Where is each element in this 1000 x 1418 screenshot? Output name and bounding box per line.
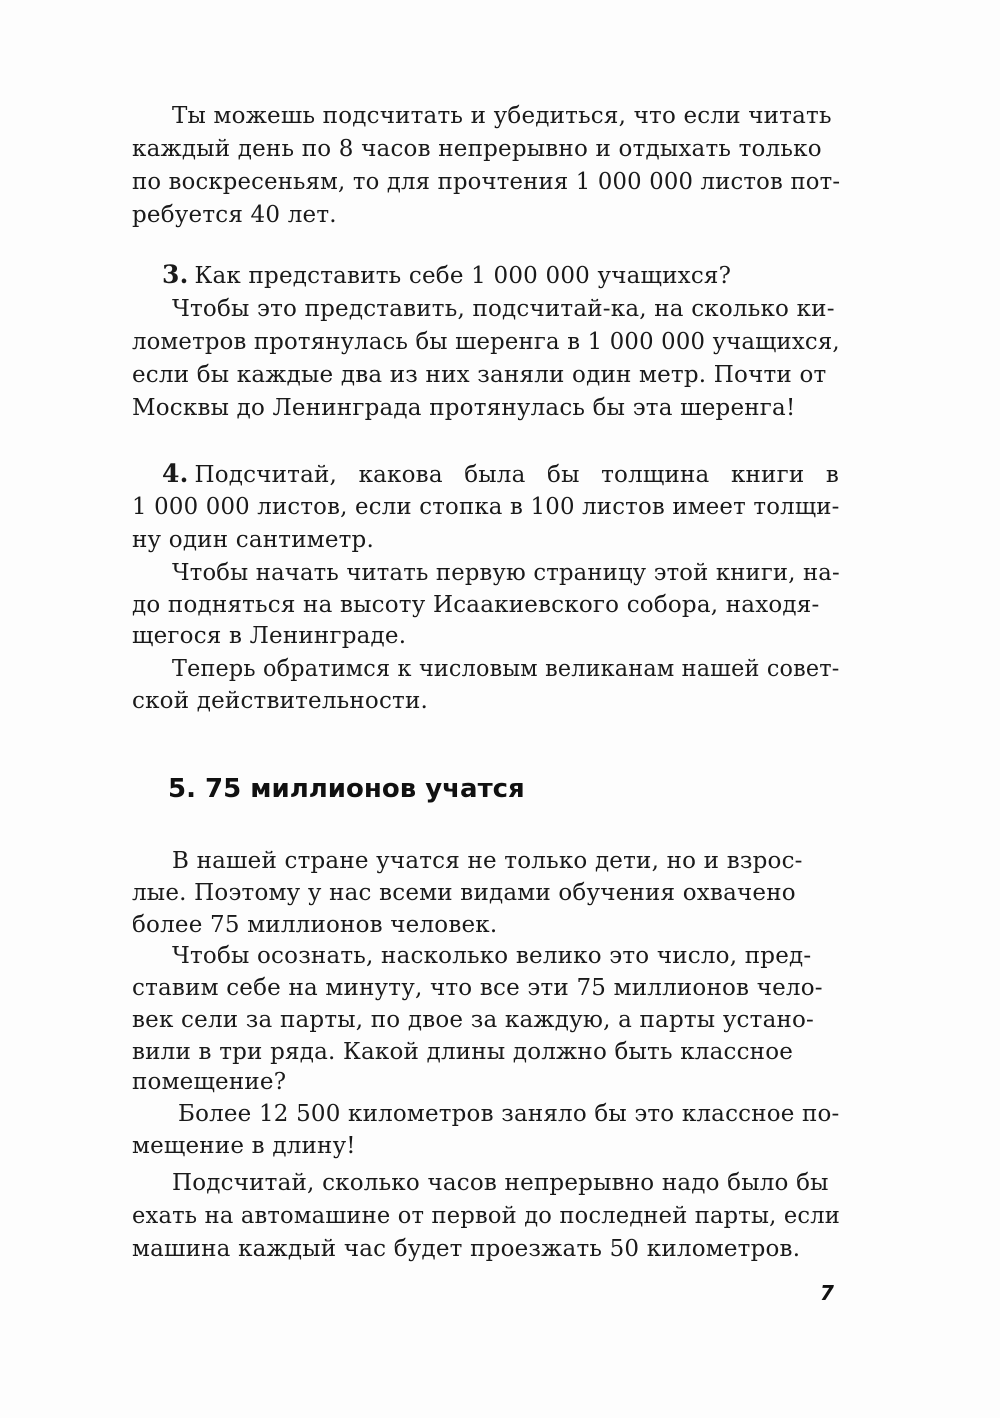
item-4-line-1: 1 000 000 листов, если стопка в 100 листов имеет толщи-: [132, 494, 840, 520]
section-5-line-7: вили в три ряда. Какой длины должно быть классное: [132, 1039, 794, 1065]
page-number: 7: [820, 1281, 834, 1305]
item-3-line-4: Москвы до Ленинграда протянулась бы эта шеренга!: [132, 395, 796, 421]
item-4-line-4: до подняться на высоту Исаакиевского собора, находя-: [132, 592, 820, 618]
section-5-line-1: В нашей стране учатся не только дети, но и взрос-: [172, 848, 803, 874]
section-5-line-12: ехать на автомашине от первой до последней парты, если: [132, 1203, 840, 1229]
section-5-line-8: помещение?: [132, 1069, 287, 1095]
paragraph-1-line-2: каждый день по 8 часов непрерывно и отдыхать только: [132, 136, 822, 162]
section-5-line-13: машина каждый час будет проезжать 50 километров.: [132, 1236, 801, 1262]
paragraph-1-line-1: Ты можешь подсчитать и убедиться, что если читать: [172, 103, 832, 129]
item-4-first-line: [162, 458, 839, 491]
item-3-question: [162, 259, 731, 292]
section-5-line-4: Чтобы осознать, насколько велико это число, пред-: [172, 943, 812, 969]
section-5-line-6: век сели за парты, по двое за каждую, а парты устано-: [132, 1007, 815, 1033]
item-4-line-3: Чтобы начать читать первую страницу этой книги, на-: [172, 560, 840, 586]
item-3-question-text: Как представить себе 1 000 000 учащихся?: [194, 263, 732, 289]
item-4-number: 4.: [162, 459, 189, 488]
item-3-number: 3.: [162, 260, 189, 289]
item-4-first-line-text: Подсчитай, какова была бы толщина книги в: [194, 462, 840, 488]
paragraph-1-line-4: ребуется 40 лет.: [132, 202, 337, 228]
item-4-line-2: ну один сантиметр.: [132, 527, 374, 553]
section-5-line-3: более 75 миллионов человек.: [132, 912, 498, 938]
item-4-line-7: ской действительности.: [132, 688, 429, 714]
paragraph-1-line-3: по воскресеньям, то для прочтения 1 000 000 листов пот-: [132, 169, 841, 195]
section-5-line-9: Более 12 500 километров заняло бы это классное по-: [178, 1101, 840, 1127]
section-5-heading: 5. 75 миллионов учатся: [168, 774, 525, 804]
section-5-line-10: мещение в длину!: [132, 1133, 356, 1159]
item-4-line-5: щегося в Ленинграде.: [132, 623, 407, 649]
item-4-line-6: Теперь обратимся к числовым великанам нашей совет-: [172, 656, 840, 682]
section-5-line-2: лые. Поэтому у нас всеми видами обучения охвачено: [132, 880, 796, 906]
item-3-line-1: Чтобы это представить, подсчитай-ка, на сколько ки-: [172, 296, 835, 322]
item-3-line-2: лометров протянулась бы шеренга в 1 000 000 учащихся,: [132, 329, 840, 355]
section-5-line-11: Подсчитай, сколько часов непрерывно надо было бы: [172, 1170, 829, 1196]
item-3-line-3: если бы каждые два из них заняли один метр. Почти от: [132, 362, 827, 388]
section-5-line-5: ставим себе на минуту, что все эти 75 миллионов чело-: [132, 975, 823, 1001]
